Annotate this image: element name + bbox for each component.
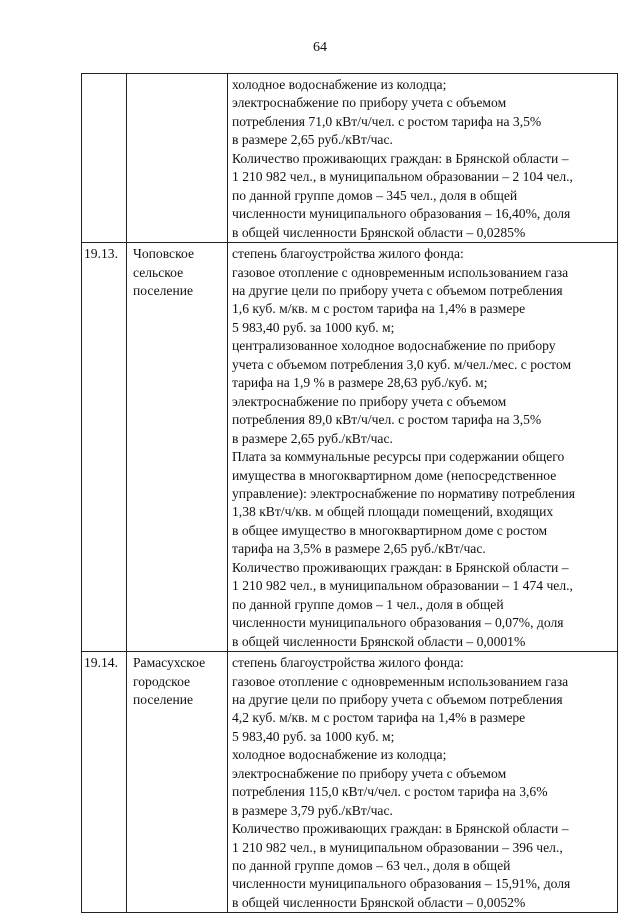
- description-line: 1 210 982 чел., в муниципальном образовании – 1 474 чел.,: [232, 578, 573, 594]
- description-line: электроснабжение по прибору учета с объемом: [232, 765, 507, 781]
- description-line: Количество проживающих граждан: в Брянской области –: [232, 821, 569, 837]
- description-line: тарифа на 3,5% в размере 2,65 руб./кВт/час.: [232, 541, 486, 557]
- description-line: численности муниципального образования – 16,40%, доля: [232, 206, 571, 222]
- municipality-name-line: поселение: [133, 691, 194, 707]
- description-line: холодное водоснабжение из колодца;: [232, 747, 447, 763]
- municipality-name-line: Чоповское: [133, 246, 194, 262]
- table-row-continuation: [82, 74, 618, 243]
- municipality-cell: [127, 74, 228, 243]
- description-line: в общей численности Брянской области – 0,0052%: [232, 894, 526, 910]
- municipality-cell: [127, 652, 228, 913]
- description-line: 1 210 982 чел., в муниципальном образовании – 2 104 чел.,: [232, 169, 573, 185]
- description-line: 4,2 куб. м/кв. м с ростом тарифа на 1,4% в размере: [232, 710, 526, 726]
- municipality-cell: [127, 243, 228, 652]
- row-number-cell: [82, 652, 127, 913]
- description-line: степень благоустройства жилого фонда:: [232, 246, 464, 262]
- description-line: учета с объемом потребления 3,0 куб. м/чел./мес. с ростом: [232, 356, 572, 372]
- description-line: в общее имущество в многоквартирном доме с ростом: [232, 522, 548, 538]
- description-line: по данной группе домов – 1 чел., доля в общей: [232, 596, 504, 612]
- table-row-19-14: [82, 652, 618, 913]
- description-line: холодное водоснабжение из колодца;: [232, 77, 447, 92]
- row-number: 19.13.: [84, 246, 118, 262]
- description-line: 1,38 кВт/ч/кв. м общей площади помещений, входящих: [232, 504, 554, 520]
- description-line: потребления 89,0 кВт/ч/чел. с ростом тарифа на 3,5%: [232, 412, 542, 428]
- description-line: имущества в многоквартирном доме (непосредственное: [232, 467, 557, 483]
- row-number-cell: [82, 74, 127, 243]
- page-number: 64: [313, 40, 327, 55]
- description-line: численности муниципального образования – 15,91%, доля: [232, 876, 571, 892]
- municipality-name-line: Рамасухское: [133, 655, 206, 671]
- description-line: потребления 115,0 кВт/ч/чел. с ростом тарифа на 3,6%: [232, 784, 548, 800]
- description-line: численности муниципального образования – 0,07%, доля: [232, 615, 564, 631]
- description-line: Плата за коммунальные ресурсы при содержании общего: [232, 449, 565, 465]
- description-line: на другие цели по прибору учета с объемом потребления: [232, 282, 563, 298]
- description-line: в размере 3,79 руб./кВт/час.: [232, 802, 393, 818]
- description-line: 5 983,40 руб. за 1000 куб. м;: [232, 728, 395, 744]
- description-line: централизованное холодное водоснабжение по прибору: [232, 338, 556, 354]
- row-number-cell: [82, 243, 127, 652]
- description-cell: [228, 652, 618, 913]
- description-line: степень благоустройства жилого фонда:: [232, 655, 464, 671]
- municipality-name-line: поселение: [133, 282, 194, 298]
- description-line: газовое отопление с одновременным использованием газа: [232, 673, 569, 689]
- description-line: в размере 2,65 руб./кВт/час.: [232, 430, 393, 446]
- description-line: электроснабжение по прибору учета с объемом: [232, 95, 507, 111]
- table-row-19-13: [82, 243, 618, 652]
- row-number: [82, 74, 126, 76]
- row-number: 19.14.: [84, 655, 118, 671]
- description-cell: [228, 243, 618, 652]
- description-line: в общей численности Брянской области – 0,0285%: [232, 224, 526, 240]
- description-line: 1 210 982 чел., в муниципальном образовании – 396 чел.,: [232, 839, 563, 855]
- municipality-name-line: сельское: [133, 264, 184, 280]
- tariff-table: [81, 73, 618, 913]
- description-cell: [228, 74, 618, 243]
- description-line: по данной группе домов – 63 чел., доля в общей: [232, 858, 511, 874]
- description-line: управление): электроснабжение по нормативу потребления: [232, 485, 575, 501]
- description-line: по данной группе домов – 345 чел., доля в общей: [232, 187, 518, 203]
- description-line: газовое отопление с одновременным использованием газа: [232, 264, 569, 280]
- description-line: потребления 71,0 кВт/ч/чел. с ростом тарифа на 3,5%: [232, 113, 542, 129]
- description-line: электроснабжение по прибору учета с объемом: [232, 393, 507, 409]
- description-line: в размере 2,65 руб./кВт/час.: [232, 132, 393, 148]
- description-line: в общей численности Брянской области – 0,0001%: [232, 633, 526, 649]
- description-line: 1,6 куб. м/кв. м с ростом тарифа на 1,4% в размере: [232, 301, 526, 317]
- description-line: на другие цели по прибору учета с объемом потребления: [232, 691, 563, 707]
- description-line: Количество проживающих граждан: в Брянской области –: [232, 150, 569, 166]
- municipality-name-line: городское: [133, 673, 191, 689]
- description-line: тарифа на 1,9 % в размере 28,63 руб./куб. м;: [232, 375, 488, 391]
- description-line: Количество проживающих граждан: в Брянской области –: [232, 559, 569, 575]
- description-line: 5 983,40 руб. за 1000 куб. м;: [232, 319, 395, 335]
